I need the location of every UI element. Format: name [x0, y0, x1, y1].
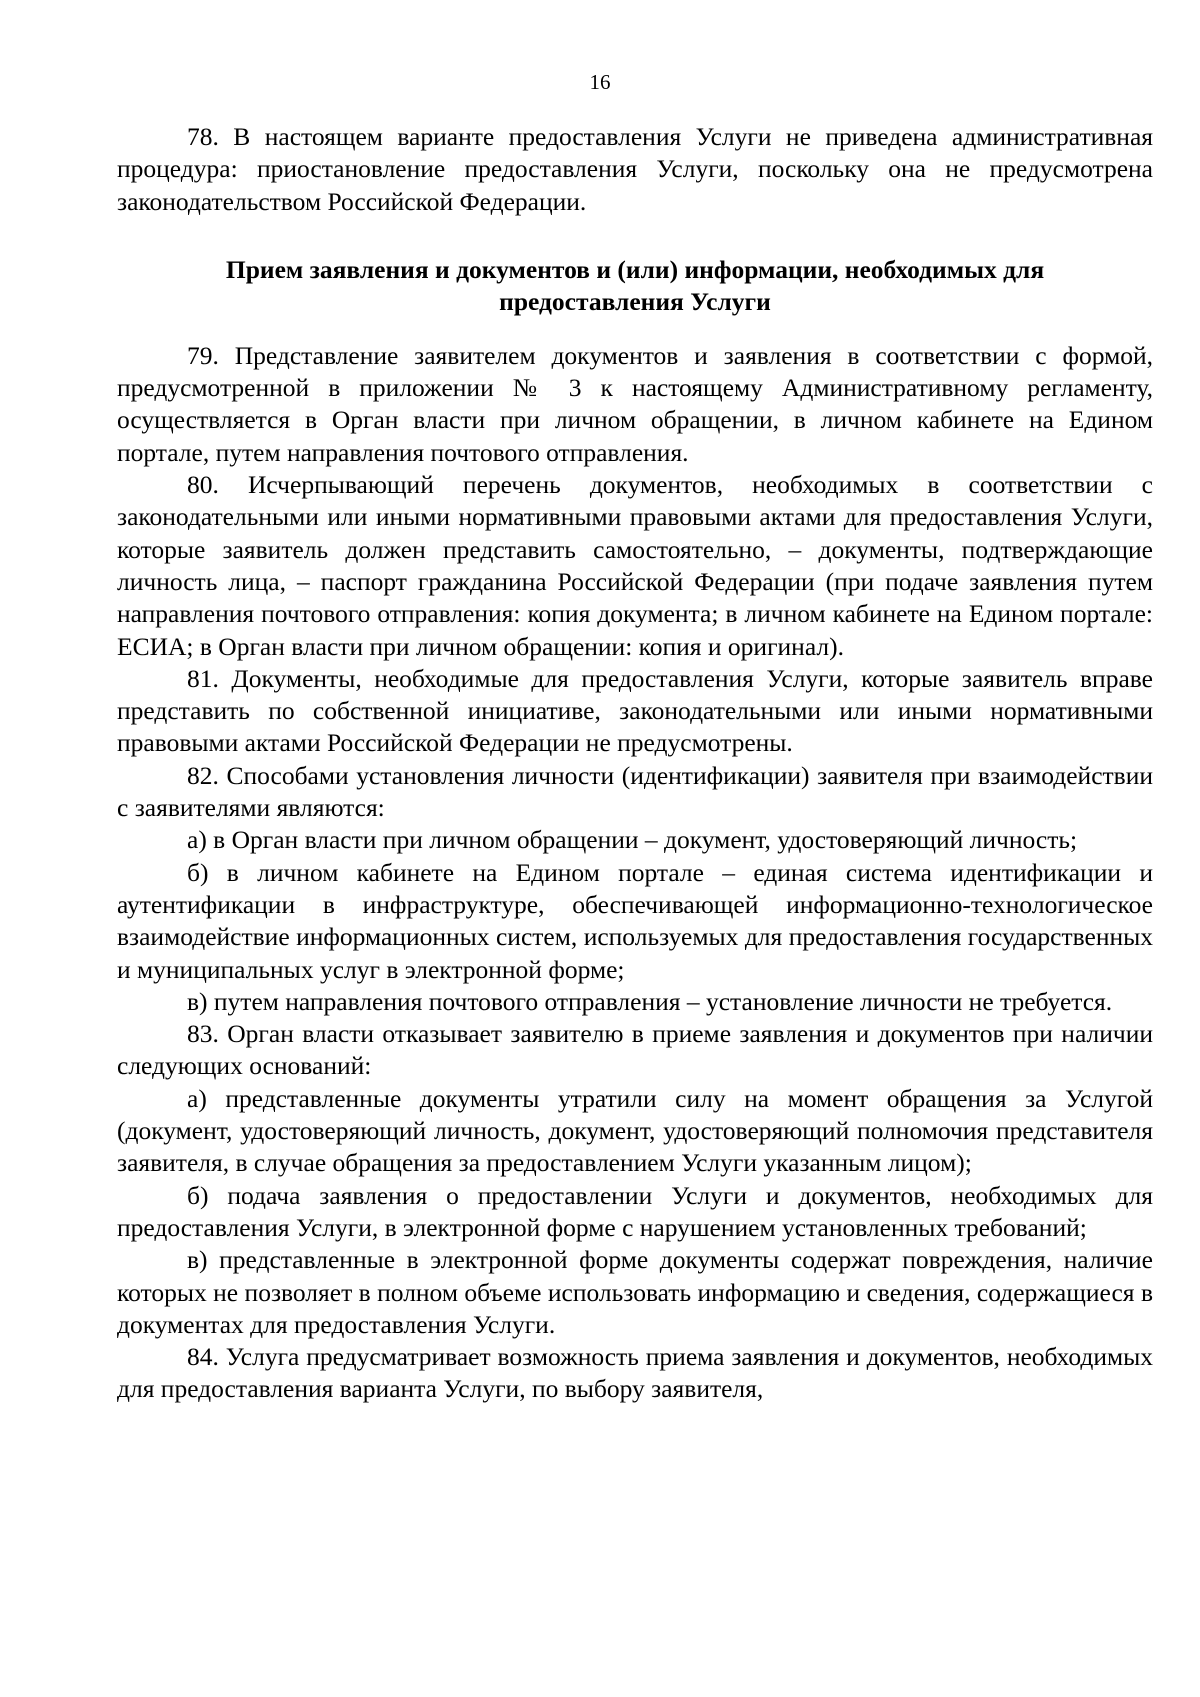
paragraph-83: 83. Орган власти отказывает заявителю в приеме заявления и документов при наличии следующих оснований:	[117, 1019, 1153, 1081]
paragraph-82: 82. Способами установления личности (идентификации) заявителя при взаимодействии с заявителями являются:	[117, 760, 1153, 823]
paragraph-82-b: б) в личном кабинете на Едином портале – единая система идентификации и аутентификации в инфраструктуре, обеспечивающей информационно-технологическое взаимодействие информационных систем, используемых для предоставления государственных и муниципальных услуг в электронной форме;	[117, 857, 1153, 984]
section-heading-line-1: Прием заявления и документов и (или) информации, необходимых для	[225, 254, 1045, 284]
document-body	[117, 121, 1153, 1406]
section-heading-line-2: предоставления Услуги	[499, 286, 771, 316]
section-heading	[117, 254, 1153, 318]
paragraph-81: 81. Документы, необходимые для предоставления Услуги, которые заявитель вправе представить по собственной инициативе, законодательными или иными нормативными правовыми актами Российской Федерации не предусмотрены.	[117, 663, 1153, 758]
paragraph-84: 84. Услуга предусматривает возможность приема заявления и документов, необходимых для предоставления варианта Услуги, по выбору заявителя,	[117, 1342, 1153, 1404]
paragraph-83-c: в) представленные в электронной форме документы содержат повреждения, наличие которых не позволяет в полном объеме использовать информацию и сведения, содержащиеся в документах для предоставления Услуги.	[117, 1245, 1153, 1339]
paragraph-78: 78. В настоящем варианте предоставления Услуги не приведена административная процедура: приостановление предоставления Услуги, поскольку она не предусмотрена законодательством Российской Федерации.	[117, 122, 1153, 216]
paragraph-79: 79. Представление заявителем документов и заявления в соответствии с формой, предусмотренной в приложении № 3 к настоящему Административному регламенту, осуществляется в Орган власти при личном обращении, в личном кабинете на Едином портале, путем направления почтового отправления.	[117, 340, 1153, 467]
spacer	[117, 218, 1153, 254]
paragraph-82-a: а) в Орган власти при личном обращении – документ, удостоверяющий личность;	[187, 825, 1078, 855]
paragraph-83-a: а) представленные документы утратили силу на момент обращения за Услугой (документ, удостоверяющий личность, документ, удостоверяющий полномочия представителя заявителя, в случае обращения за предоставлением Услуги указанным лицом);	[117, 1083, 1153, 1178]
paragraph-83-b: б) подача заявления о предоставлении Услуги и документов, необходимых для предоставления Услуги, в электронной форме с нарушением установленных требований;	[117, 1180, 1153, 1242]
page-number: 16	[589, 70, 611, 94]
spacer	[117, 318, 1153, 340]
paragraph-80: 80. Исчерпывающий перечень документов, необходимых в соответствии с законодательными или иными нормативными правовыми актами для предоставления Услуги, которые заявитель должен представить самостоятельно, – документы, подтверждающие личность лица, – паспорт гражданина Российской Федерации (при подаче заявления путем направления почтового отправления: копия документа; в личном кабинете на Едином портале: ЕСИА; в Орган власти при личном обращении: копия и оригинал).	[117, 470, 1153, 661]
paragraph-82-c: в) путем направления почтового отправления – установление личности не требуется.	[187, 986, 1113, 1016]
